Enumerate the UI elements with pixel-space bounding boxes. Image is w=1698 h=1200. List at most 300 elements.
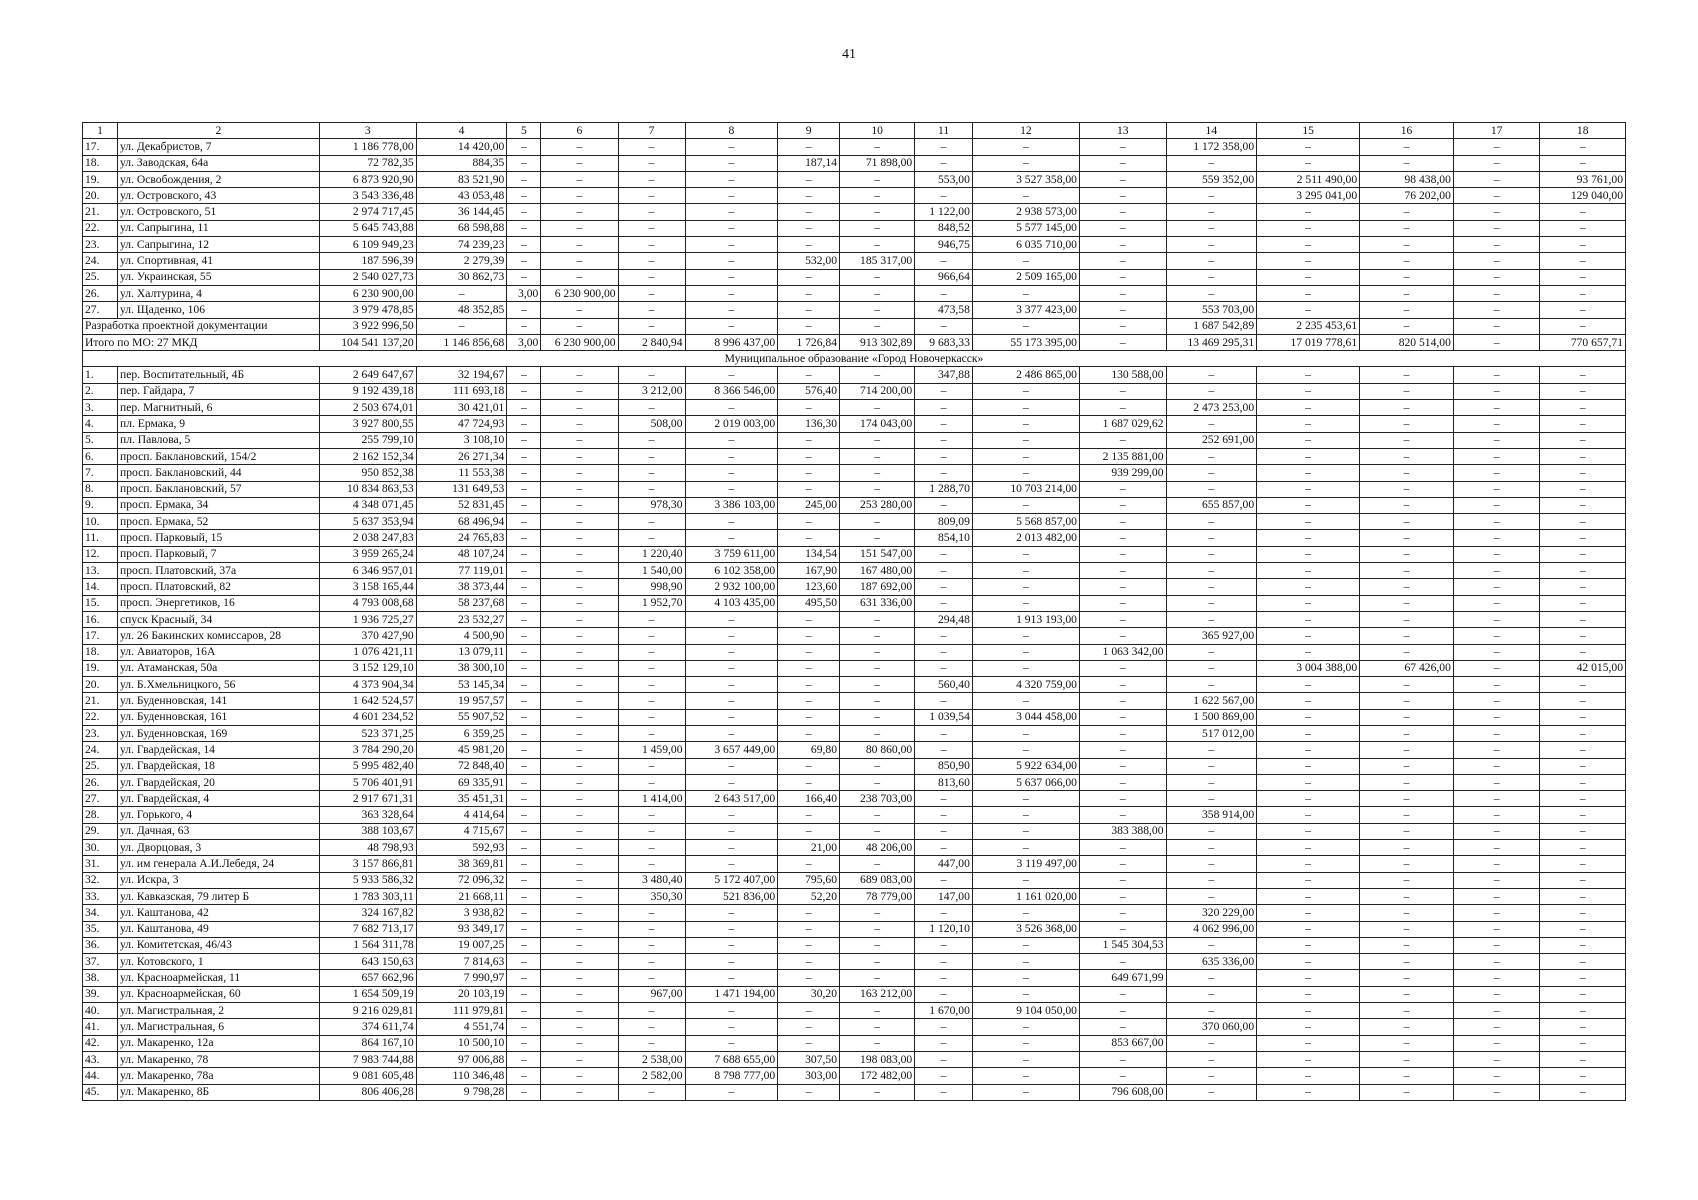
table-cell: – [972,970,1079,986]
table-cell: – [541,139,618,155]
table-cell: 998,90 [618,579,685,595]
table-cell: – [541,1068,618,1084]
table-cell: – [1540,644,1626,660]
table-cell: – [1079,1068,1166,1084]
table-cell: 303,00 [778,1068,840,1084]
header-row [83,123,1626,139]
table-cell: 383 388,00 [1079,823,1166,839]
table-cell: – [507,269,541,285]
table-cell: – [1540,970,1626,986]
table-cell: 553 703,00 [1166,302,1257,318]
table-cell: 388 103,67 [319,823,416,839]
table-cell: 3 386 103,00 [685,497,778,513]
table-cell: – [1540,742,1626,758]
table-cell: – [840,758,915,774]
table-row [83,481,1626,497]
table-cell: 2 540 027,73 [319,269,416,285]
table-cell: – [778,709,840,725]
table-cell: – [685,400,778,416]
table-cell: – [915,693,973,709]
table-cell: – [778,448,840,464]
table-cell: 2 974 717,45 [319,204,416,220]
table-cell: – [507,888,541,904]
table-cell: – [1453,334,1540,350]
table-cell: – [840,139,915,155]
table-cell: – [1453,1035,1540,1051]
table-cell: – [915,954,973,970]
table-cell: – [972,660,1079,676]
table-cell: – [1360,253,1454,269]
table-cell: 15. [83,595,118,611]
table-cell: ул. 26 Бакинских комиссаров, 28 [118,628,320,644]
table-cell: – [972,383,1079,399]
table-cell: 657 662,96 [319,970,416,986]
table-cell: ул. Сапрыгина, 12 [118,237,320,253]
table-cell: – [840,237,915,253]
table-cell: 864 167,10 [319,1035,416,1051]
table-cell: – [1360,905,1454,921]
table-cell: – [972,188,1079,204]
table-cell: просп. Баклановский, 44 [118,465,320,481]
table-cell: – [1166,465,1257,481]
table-cell: – [1079,237,1166,253]
section-row [83,351,1626,367]
table-cell: – [507,432,541,448]
table-cell: – [1257,774,1360,790]
table-cell: 2 582,00 [618,1068,685,1084]
table-cell: – [507,318,541,334]
table-cell: – [778,954,840,970]
table-cell: 93 349,17 [416,921,507,937]
table-cell: – [1257,530,1360,546]
table-cell: – [1453,237,1540,253]
table-cell: – [840,725,915,741]
table-row [83,758,1626,774]
table-cell: – [1540,872,1626,888]
table-cell: 5 577 145,00 [972,220,1079,236]
table-cell: 3 938,82 [416,905,507,921]
table-cell: 185 317,00 [840,253,915,269]
table-cell: – [507,204,541,220]
table-cell: – [915,579,973,595]
table-cell: – [685,644,778,660]
table-cell: – [1540,302,1626,318]
table-row [83,432,1626,448]
table-cell: ул. Буденновская, 141 [118,693,320,709]
table-cell: 19. [83,171,118,187]
table-cell: 166,40 [778,791,840,807]
table-cell: 1 172 358,00 [1166,139,1257,155]
table-cell: – [541,318,618,334]
table-cell: – [840,970,915,986]
table-cell: – [1257,905,1360,921]
table-cell: – [685,905,778,921]
table-cell: – [778,758,840,774]
table-cell: ул. Островского, 51 [118,204,320,220]
table-cell: – [541,448,618,464]
table-cell: – [541,677,618,693]
table-cell: 21,00 [778,840,840,856]
table-cell: 21 668,11 [416,888,507,904]
table-cell: 23. [83,237,118,253]
table-cell: 655 857,00 [1166,497,1257,513]
table-cell: 43 053,48 [416,188,507,204]
table-cell: – [541,823,618,839]
table-cell: – [1257,416,1360,432]
table-cell: 4 320 759,00 [972,677,1079,693]
table-cell: – [1360,318,1454,334]
table-cell: – [507,774,541,790]
table-cell: – [778,905,840,921]
table-cell: – [1360,285,1454,301]
table-cell: 3 044 458,00 [972,709,1079,725]
table-cell: – [840,954,915,970]
table-cell: – [1453,742,1540,758]
table-cell: 1 642 524,57 [319,693,416,709]
table-cell: – [1166,481,1257,497]
table-cell: ул. Кавказская, 79 литер Б [118,888,320,904]
table-cell: 2 013 482,00 [972,530,1079,546]
table-cell: – [1540,807,1626,823]
table-cell: – [541,872,618,888]
table-cell: – [541,807,618,823]
table-cell: – [1079,253,1166,269]
table-cell: 517 012,00 [1166,725,1257,741]
table-cell: – [618,611,685,627]
table-cell: 6 230 900,00 [541,334,618,350]
table-cell: – [1453,823,1540,839]
table-cell: 2. [83,383,118,399]
table-cell: – [1079,334,1166,350]
table-cell: – [618,905,685,921]
table-cell: 7 682 713,17 [319,921,416,937]
table-cell: – [507,709,541,725]
table-cell: – [1079,791,1166,807]
table-cell: 40. [83,1003,118,1019]
column-header: 15 [1257,123,1360,139]
table-cell: – [1079,204,1166,220]
table-cell: – [1166,644,1257,660]
table-row [83,774,1626,790]
table-cell: – [1257,302,1360,318]
table-cell: – [1540,823,1626,839]
table-cell: 48 107,24 [416,546,507,562]
table-cell: – [915,791,973,807]
table-cell: – [1360,302,1454,318]
table-cell: – [1360,514,1454,530]
table-cell: – [618,367,685,383]
table-cell: 38 369,81 [416,856,507,872]
table-cell: 44. [83,1068,118,1084]
table-cell: – [1079,318,1166,334]
table-cell: – [1257,1068,1360,1084]
table-cell: – [507,155,541,171]
table-cell: 8 366 546,00 [685,383,778,399]
table-cell: 854,10 [915,530,973,546]
table-cell: – [778,677,840,693]
table-cell: – [541,954,618,970]
table-cell: – [1540,497,1626,513]
table-cell: 26 271,34 [416,448,507,464]
table-cell: – [1540,465,1626,481]
table-cell: 3 158 165,44 [319,579,416,595]
table-cell: 1 076 421,11 [319,644,416,660]
table-cell: – [915,1019,973,1035]
table-cell: 2 511 490,00 [1257,171,1360,187]
table-cell: 8 798 777,00 [685,1068,778,1084]
row-label: Разработка проектной документации [83,318,320,334]
table-cell: – [1540,725,1626,741]
table-cell: 45. [83,1084,118,1100]
table-cell: – [1360,579,1454,595]
table-cell: – [1166,204,1257,220]
table-cell: 172 482,00 [840,1068,915,1084]
table-cell: 2 486 865,00 [972,367,1079,383]
table-cell: 2 643 517,00 [685,791,778,807]
table-cell: – [541,693,618,709]
table-cell: – [1166,285,1257,301]
table-cell: – [972,285,1079,301]
column-header: 3 [319,123,416,139]
table-cell: – [507,872,541,888]
table-cell: 83 521,90 [416,171,507,187]
table-cell: 30. [83,840,118,856]
table-cell: – [541,416,618,432]
table-cell: – [778,937,840,953]
table-cell: 7 814,63 [416,954,507,970]
table-cell: 4 601 234,52 [319,709,416,725]
table-cell: 1 564 311,78 [319,937,416,953]
table-cell: – [1360,709,1454,725]
table-cell: 28. [83,807,118,823]
table-cell: 22. [83,220,118,236]
table-row [83,563,1626,579]
table-cell: – [1540,367,1626,383]
table-cell: – [840,1019,915,1035]
table-cell: – [685,921,778,937]
table-cell: – [1453,677,1540,693]
table-cell: – [618,204,685,220]
table-cell: – [541,253,618,269]
table-cell: – [507,497,541,513]
table-cell: – [1453,579,1540,595]
table-cell: 809,09 [915,514,973,530]
table-cell: – [1453,383,1540,399]
page-number: 41 [842,47,856,62]
table-cell: – [1540,481,1626,497]
table-cell: – [541,644,618,660]
table-cell: – [1257,497,1360,513]
table-cell: 93 761,00 [1540,171,1626,187]
table-cell: – [618,807,685,823]
table-cell: – [1540,237,1626,253]
table-cell: – [972,432,1079,448]
table-cell: – [840,481,915,497]
table-cell: – [972,905,1079,921]
table-cell: – [507,546,541,562]
table-cell: – [1079,595,1166,611]
table-cell: – [507,791,541,807]
table-cell: ул. Макаренко, 12а [118,1035,320,1051]
table-cell: – [507,807,541,823]
table-cell: – [1257,237,1360,253]
table-cell: – [972,954,1079,970]
table-cell: – [915,383,973,399]
table-cell: – [1257,432,1360,448]
table-cell: – [685,139,778,155]
table-cell: – [1166,416,1257,432]
table-cell: 52,20 [778,888,840,904]
table-cell: 98 438,00 [1360,171,1454,187]
table-cell: 820 514,00 [1360,334,1454,350]
table-cell: 7. [83,465,118,481]
table-cell: ул. Макаренко, 78 [118,1051,320,1067]
table-cell: – [507,220,541,236]
table-cell: 1 687 542,89 [1166,318,1257,334]
table-cell: ул. Авиаторов, 16А [118,644,320,660]
table-cell: – [840,709,915,725]
table-row [83,188,1626,204]
table-cell: – [1360,970,1454,986]
table-cell: – [972,253,1079,269]
table-cell: – [618,709,685,725]
table-cell: 4 793 008,68 [319,595,416,611]
table-cell: – [1257,1084,1360,1100]
table-cell: – [1257,563,1360,579]
table-cell: – [685,1003,778,1019]
table-cell: – [1453,220,1540,236]
table-cell: 17. [83,628,118,644]
table-cell: – [778,1019,840,1035]
table-cell: – [972,872,1079,888]
table-cell: – [1453,758,1540,774]
table-cell: – [972,644,1079,660]
table-cell: 18. [83,644,118,660]
table-cell: – [1257,1019,1360,1035]
table-cell: – [1257,400,1360,416]
table-cell: 2 135 881,00 [1079,448,1166,464]
table-cell: – [685,807,778,823]
table-cell: 1 063 342,00 [1079,644,1166,660]
table-cell: ул. Декабристов, 7 [118,139,320,155]
table-cell: – [972,595,1079,611]
table-cell: – [840,220,915,236]
table-cell: – [507,823,541,839]
table-cell: 3 526 368,00 [972,921,1079,937]
table-cell: – [1257,155,1360,171]
table-cell: – [685,709,778,725]
table-cell: – [1453,514,1540,530]
table-cell: – [778,856,840,872]
table-cell: – [541,1084,618,1100]
table-cell: 16. [83,611,118,627]
column-header: 5 [507,123,541,139]
table-cell: 104 541 137,20 [319,334,416,350]
table-cell: – [507,921,541,937]
table-cell: 6 346 957,01 [319,563,416,579]
table-cell: пер. Магнитный, 6 [118,400,320,416]
table-cell: 1 622 567,00 [1166,693,1257,709]
table-cell: – [915,188,973,204]
table-cell: – [541,888,618,904]
table-cell: 365 927,00 [1166,628,1257,644]
table-cell: – [507,742,541,758]
table-cell: – [618,155,685,171]
table-cell: 130 588,00 [1079,367,1166,383]
table-cell: – [778,660,840,676]
table-cell: 187 692,00 [840,579,915,595]
table-cell: 5 645 743,88 [319,220,416,236]
table-cell: – [778,823,840,839]
table-cell: – [915,1051,973,1067]
table-cell: – [972,791,1079,807]
table-cell: – [541,383,618,399]
table-cell: 4 414,64 [416,807,507,823]
table-row [83,237,1626,253]
table-cell: 35. [83,921,118,937]
table-cell: 45 981,20 [416,742,507,758]
table-cell: – [778,1084,840,1100]
table-cell: ул. Гвардейская, 18 [118,758,320,774]
table-cell: – [685,660,778,676]
table-cell: – [507,563,541,579]
table-cell: – [618,1035,685,1051]
table-cell: – [1166,1003,1257,1019]
table-cell: – [915,139,973,155]
table-cell: просп. Ермака, 52 [118,514,320,530]
table-cell: – [1360,693,1454,709]
table-cell: – [1257,367,1360,383]
table-cell: – [840,937,915,953]
table-cell: – [507,383,541,399]
table-cell: – [1360,448,1454,464]
table-cell: – [1540,1035,1626,1051]
table-cell: – [972,693,1079,709]
table-cell: 134,54 [778,546,840,562]
table-cell: 9 683,33 [915,334,973,350]
table-cell: – [1166,660,1257,676]
table-cell: – [1540,269,1626,285]
column-header: 2 [118,123,320,139]
table-cell: – [1166,1035,1257,1051]
table-cell: – [618,954,685,970]
table-cell: – [1360,628,1454,644]
table-cell: – [618,628,685,644]
table-cell: – [1166,253,1257,269]
table-row [83,400,1626,416]
table-cell: – [1166,986,1257,1002]
table-row [83,530,1626,546]
table-cell: – [1360,1084,1454,1100]
table-cell: 10 703 214,00 [972,481,1079,497]
table-cell: 2 279,39 [416,253,507,269]
table-cell: 20 103,19 [416,986,507,1002]
table-cell: – [1079,742,1166,758]
table-cell: – [1540,139,1626,155]
table-cell: 5 172 407,00 [685,872,778,888]
table-cell: 6 359,25 [416,725,507,741]
table-cell: – [1166,237,1257,253]
table-row [83,1019,1626,1035]
table-cell: 4. [83,416,118,432]
table-cell: 643 150,63 [319,954,416,970]
table-cell: 966,64 [915,269,973,285]
table-cell: 1 936 725,27 [319,611,416,627]
table-cell: 363 328,64 [319,807,416,823]
table-cell: 576,40 [778,383,840,399]
table-cell: – [685,970,778,986]
table-cell: – [840,677,915,693]
